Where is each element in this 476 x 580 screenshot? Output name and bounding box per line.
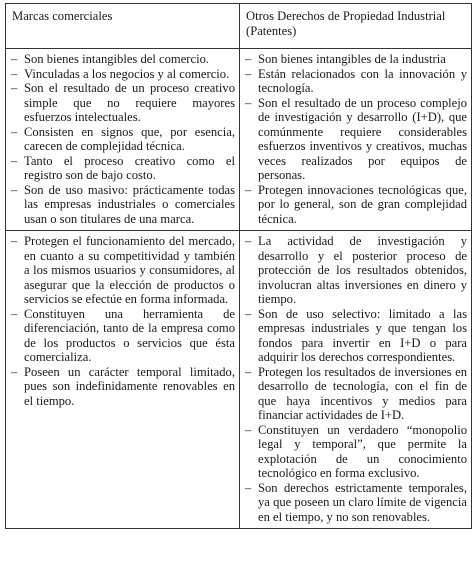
list-item-text: Son bienes intangibles de la industria — [258, 52, 446, 66]
list-item — [10, 365, 235, 409]
list-item — [244, 365, 467, 423]
list-item — [10, 183, 235, 227]
list-item — [10, 125, 235, 154]
list-item — [10, 154, 235, 183]
list-item-text: Son bienes intangibles del comercio. — [24, 52, 210, 66]
table-row — [6, 231, 472, 529]
list-item-text: Consisten en signos que, por esencia, carecen de complejidad técnica. — [24, 124, 235, 153]
bullet-list — [10, 234, 235, 408]
dash-marker: – — [245, 306, 252, 321]
bullet-list — [244, 234, 467, 524]
cell-patentes-row-1 — [240, 49, 472, 231]
dash-marker: – — [11, 234, 18, 248]
dash-marker: – — [245, 364, 252, 379]
list-item — [10, 307, 235, 365]
list-item-text: Son el resultado de un proceso complejo de investigación y desarrollo (I+D), que comúnmente requiere considerables esfuerzos inventivos y creativos, muchas veces realizados por equipos de personas. — [258, 95, 467, 182]
list-item — [244, 96, 467, 183]
dash-marker: – — [11, 182, 18, 197]
dash-marker: – — [11, 81, 18, 95]
dash-marker: – — [245, 234, 252, 248]
list-item — [244, 423, 467, 481]
list-item-text: Protegen el funcionamiento del mercado, en cuanto a su competitividad y también a los mismos usuarios y consumidores, al asegurar que la elección de productos o servicios se efectúe en forma informada. — [24, 234, 235, 306]
list-item-text: Son derechos estrictamente temporales, ya que poseen un claro límite de vigencia en el tiempo, y no son renovables. — [258, 480, 467, 524]
list-item — [10, 52, 235, 67]
header-row — [6, 4, 472, 49]
list-item — [244, 52, 467, 67]
dash-marker: – — [11, 66, 18, 81]
list-item-text: Vinculadas a los negocios y al comercio. — [24, 66, 230, 81]
comparison-table — [5, 3, 472, 529]
dash-marker: – — [11, 364, 18, 379]
list-item-text: Son de uso masivo: prácticamente todas las empresas industriales o comerciales usan o son titulares de una marca. — [24, 182, 235, 226]
list-item — [10, 81, 235, 125]
list-item — [244, 67, 467, 96]
dash-marker: – — [11, 306, 18, 321]
dash-marker: – — [245, 422, 252, 437]
cell-marcas-row-1 — [6, 49, 240, 231]
list-item-text: Tanto el proceso creativo como el registro son de bajo costo. — [24, 153, 235, 182]
list-item — [10, 67, 235, 82]
list-item — [244, 234, 467, 307]
list-item-text: Poseen un carácter temporal limitado, pues son indefinidamente renovables en el tiempo. — [24, 364, 235, 408]
list-item — [244, 481, 467, 525]
dash-marker: – — [245, 66, 252, 81]
list-item — [244, 183, 467, 227]
dash-marker: – — [11, 124, 18, 139]
dash-marker: – — [245, 95, 252, 110]
list-item-text: Están relacionados con la innovación y tecnología. — [258, 66, 467, 95]
cell-marcas-row-2 — [6, 231, 240, 529]
bullet-list — [10, 52, 235, 226]
dash-marker: – — [245, 52, 252, 66]
list-item — [10, 234, 235, 307]
dash-marker: – — [11, 52, 18, 66]
list-item-text: Constituyen un verdadero “monopolio legal y temporal”, que permite la explotación de un conocimiento tecnológico en forma exclusivo. — [258, 422, 467, 480]
dash-marker: – — [245, 182, 252, 197]
header-patentes: Otros Derechos de Propiedad Industrial (Patentes) — [240, 4, 472, 49]
dash-marker: – — [11, 153, 18, 168]
list-item-text: Son de uso selectivo: limitado a las empresas industriales y que tengan los fondos para invertir en I+D o para adquirir los derechos correspondientes. — [258, 306, 467, 364]
table-row — [6, 49, 472, 231]
list-item-text: Son el resultado de un proceso creativo simple que no requiere mayores esfuerzos intelectuales. — [24, 81, 235, 124]
list-item-text: La actividad de investigación y desarrollo y el posterior proceso de protección de los resultados obtenidos, involucran altas inversiones en dinero y tiempo. — [258, 234, 467, 306]
list-item-text: Constituyen una herramienta de diferenciación, tanto de la empresa como de los productos o servicios que ésta comercializa. — [24, 306, 235, 364]
list-item — [244, 307, 467, 365]
header-marcas-comerciales: Marcas comerciales — [6, 4, 240, 49]
dash-marker: – — [245, 480, 252, 495]
bullet-list — [244, 52, 467, 226]
cell-patentes-row-2 — [240, 231, 472, 529]
list-item-text: Protegen innovaciones tecnológicas que, por lo general, son de gran complejidad técnica. — [258, 182, 467, 226]
list-item-text: Protegen los resultados de inversiones en desarrollo de tecnología, con el fin de que haya incentivos y medios para financiar actividades de I+D. — [258, 364, 467, 422]
